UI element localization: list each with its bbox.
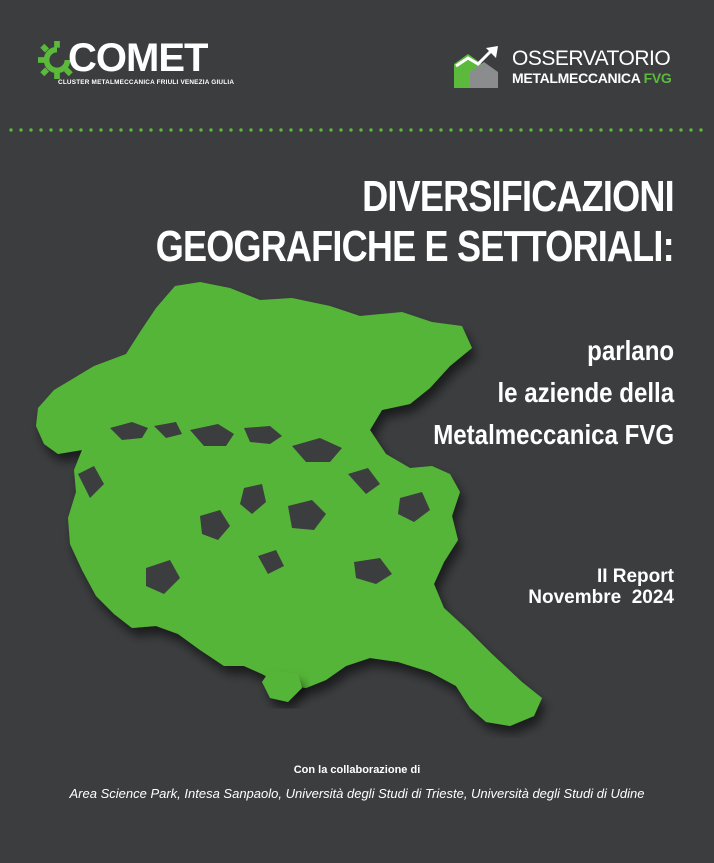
title-line-1: DIVERSIFICAZIONI xyxy=(362,172,674,221)
title-line-2: GEOGRAFICHE E SETTORIALI: xyxy=(155,222,674,271)
osservatorio-logo xyxy=(452,44,682,92)
subtitle-line-1: parlano xyxy=(587,335,674,366)
house-chart-icon xyxy=(452,44,506,88)
report-info xyxy=(528,566,674,608)
osservatorio-line2-main: METALMECCANICA xyxy=(512,70,644,86)
collaboration-partners: Area Science Park, Intesa Sanpaolo, Università degli Studi di Trieste, Università degli Studi di Udine xyxy=(69,786,645,801)
subtitle-line-2: le aziende della xyxy=(497,377,674,408)
page-subtitle xyxy=(433,330,674,456)
comet-logo xyxy=(38,36,235,94)
dotted-divider xyxy=(6,128,708,132)
report-edition: II Report xyxy=(596,566,674,587)
comet-subtitle: CLUSTER METALMECCANICA FRIULI VENEZIA GIULIA xyxy=(58,79,235,86)
subtitle-line-3: Metalmeccanica FVG xyxy=(433,419,674,450)
comet-brand-name: COMET xyxy=(68,36,208,80)
page-title xyxy=(156,172,674,272)
osservatorio-line2-accent: FVG xyxy=(643,70,672,86)
collaboration-label: Con la collaborazione di xyxy=(293,764,421,776)
osservatorio-line2 xyxy=(512,70,672,86)
osservatorio-line1: OSSERVATORIO xyxy=(512,47,671,70)
report-date: Novembre 2024 xyxy=(528,587,674,608)
